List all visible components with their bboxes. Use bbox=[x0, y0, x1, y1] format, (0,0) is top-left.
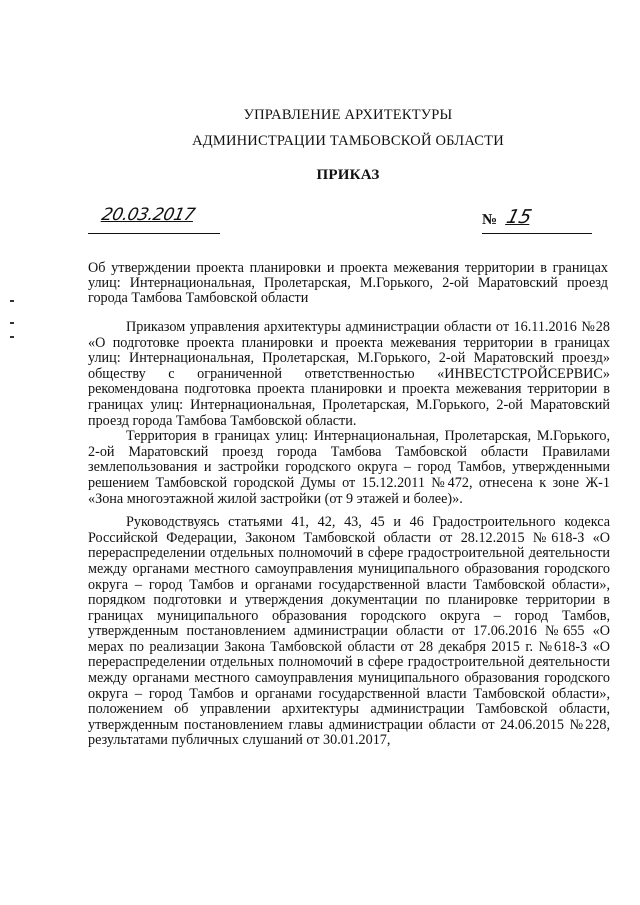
body-paragraph-3: Руководствуясь статьями 41, 42, 43, 45 и 46 Градостроительного кодекса Российской Федерации, Законом Тамбовской области от 28.12.2015 №618-З «О перераспределении отдельных полномочий в сфере градостроительной деятельности между органами местного самоуправления муниципального образования городского округа – город Тамбов и органами государственной власти Тамбовской области», порядком подготовки и утверждения документации по планировке территории в границах муниципального образования городского округа – город Тамбов, утвержденным постановлением администрации области от 17.06.2016 №655 «О мерах по реализации Закона Тамбовской области от 28 декабря 2015 г. №618-З «О перераспределении отдельных полномочий в сфере градостроительной деятельности между органами местного самоуправления муниципального образования городского округа – город Тамбов и органами государственной власти Тамбовской области», положением об управлении архитектуры администрации Тамбовской области, утвержденным постановлением главы администрации области от 24.06.2015 №228, результатами публичных слушаний от 30.01.2017, bbox=[88, 514, 610, 749]
handwritten-number: 15 bbox=[504, 206, 534, 228]
org-name-line2: АДМИНИСТРАЦИИ ТАМБОВСКОЙ ОБЛАСТИ bbox=[192, 133, 504, 149]
margin-mark bbox=[10, 322, 14, 324]
org-name-line1: УПРАВЛЕНИЕ АРХИТЕКТУРЫ bbox=[243, 107, 453, 123]
number-field bbox=[482, 206, 592, 234]
document-body bbox=[88, 320, 610, 749]
margin-mark bbox=[10, 300, 14, 302]
number-label: № bbox=[482, 212, 498, 228]
document-type: ПРИКАЗ bbox=[316, 167, 380, 183]
body-paragraph-1: Приказом управления архитектуры администрации области от 16.11.2016 №28 «О подготовке проекта планировки и проекта межевания территории в границах улиц: Интернациональная, Пролетарская, М.Горького, 2-ой Маратовский проезд» обществу с ограниченной ответственностью «ИНВЕСТСТРОЙСЕРВИС» рекомендована подготовка проекта планировки и проекта межевания территории в границах улиц: Интернациональная, Пролетарская, М.Горького, 2-ой Маратовский проезд города Тамбова Тамбовской области. bbox=[88, 319, 610, 429]
body-paragraph-2: Территория в границах улиц: Интернациональная, Пролетарская, М.Горького, 2-ой Маратовский проезд города Тамбова Тамбовской области Правилами землепользования и застройки городского округа – город Тамбов, утвержденными решением Тамбовской городской Думы от 15.12.2011 №472, отнесена к зоне Ж-1 «Зона многоэтажной жилой застройки (от 9 этажей и более)». bbox=[88, 428, 610, 507]
margin-mark bbox=[10, 336, 14, 338]
date-field bbox=[88, 205, 220, 234]
document-subject: Об утверждении проекта планировки и проекта межевания территории в границах улиц: Интернациональная, Пролетарская, М.Горького, 2-ой Маратовский проезд города Тамбова Тамбовской области bbox=[88, 260, 608, 306]
handwritten-date: 20.03.2017 bbox=[99, 205, 197, 225]
